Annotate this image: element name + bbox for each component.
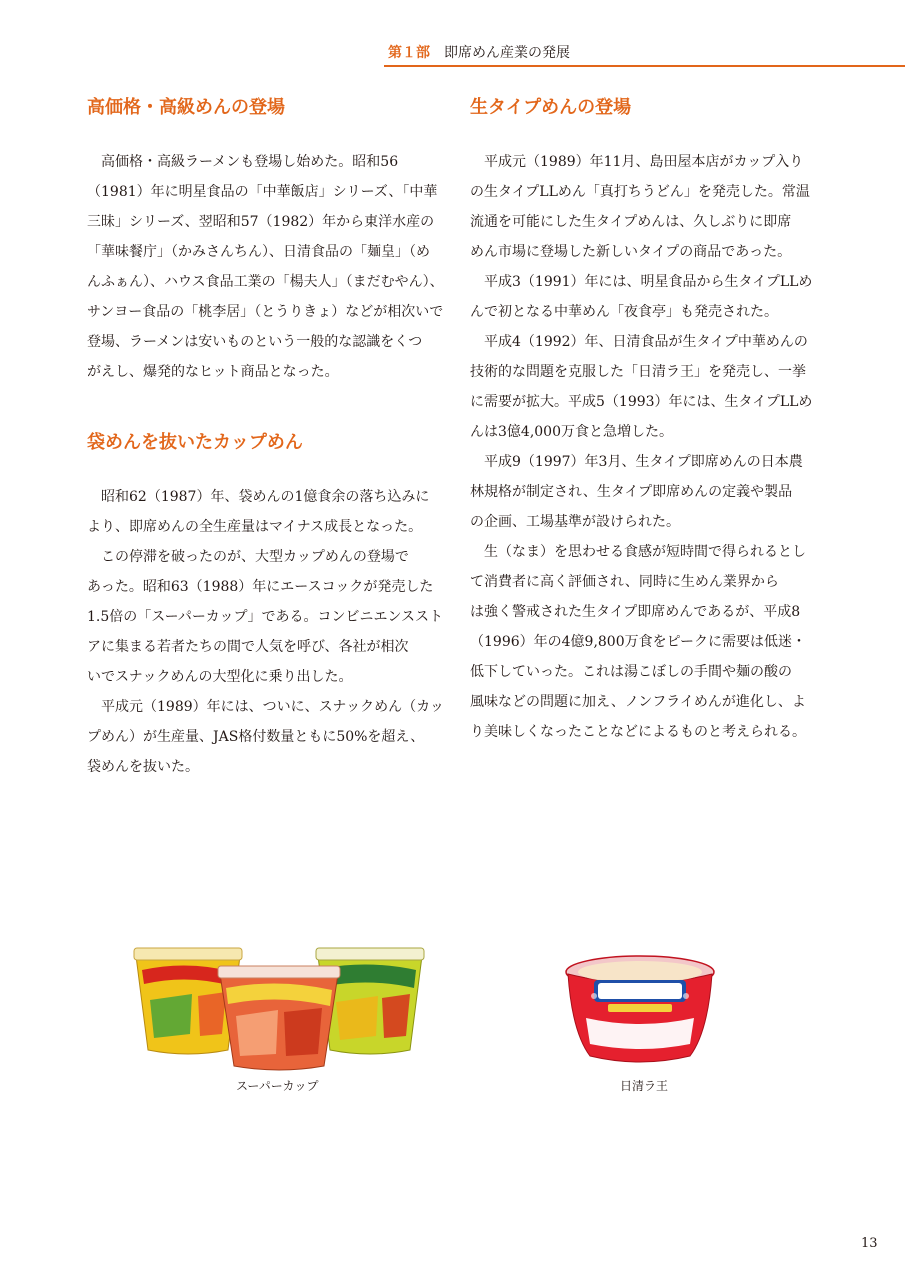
page-number: 13 <box>861 1236 878 1251</box>
text-line: 袋めんを抜いた。 <box>87 759 199 775</box>
paragraph-fresh-decline <box>470 537 822 747</box>
chapter-title: 即席めん産業の発展 <box>444 45 570 61</box>
text-line: 高価格・高級ラーメンも登場し始めた。昭和56 <box>87 154 399 170</box>
text-line: 平成3（1991）年には、明星食品から生タイプLLめ <box>470 274 813 290</box>
text-line: 三昧」シリーズ、翌昭和57（1982）年から東洋水産の <box>87 214 435 230</box>
text-line: 1.5倍の「スーパーカップ」である。コンビニエンススト <box>87 609 444 625</box>
paragraph-1991-yashokutei <box>470 267 822 327</box>
text-line: は強く警戒された生タイプ即席めんであるが、平成8 <box>470 604 801 620</box>
paragraph-supercup-launch <box>87 542 444 692</box>
text-line: より、即席めんの全生産量はマイナス成長となった。 <box>87 519 423 535</box>
section-heading-cup-overtakes-bag: 袋めんを抜いたカップめん <box>87 432 303 453</box>
text-line: んは3億4,000万食と急増した。 <box>470 424 673 440</box>
text-line: 「華味餐庁」（かみさんちん）、日清食品の「麺皇」（め <box>87 244 430 260</box>
text-line: の生タイプLLめん「真打ちうどん」を発売した。常温 <box>470 184 810 200</box>
rao-photo <box>564 952 716 1067</box>
text-line: に需要が拡大。平成5（1993）年には、生タイプLLめ <box>470 394 813 410</box>
section-heading-fresh-type-noodles: 生タイプめんの登場 <box>470 97 632 118</box>
text-line: サンヨー食品の「桃李居」（とうりきょ）などが相次いで <box>87 304 444 320</box>
text-line: 林規格が制定され、生タイプ即席めんの定義や製品 <box>470 484 793 500</box>
text-line: 平成9（1997）年3月、生タイプ即席めんの日本農 <box>470 454 803 470</box>
text-line: 昭和62（1987）年、袋めんの1億食余の落ち込みに <box>87 489 430 505</box>
chapter-part-label: 第１部 <box>388 45 430 61</box>
text-line: り美味しくなったことなどによるものと考えられる。 <box>470 724 806 740</box>
text-line: 平成元（1989）年には、ついに、スナックめん（カッ <box>87 699 444 715</box>
text-line: 技術的な問題を克服した「日清ラ王」を発売し、一挙 <box>470 364 806 380</box>
text-line: いでスナックめんの大型化に乗り出した。 <box>87 669 353 685</box>
supercup-caption: スーパーカップ <box>236 1079 319 1093</box>
text-line: んで初となる中華めん「夜食亭」も発売された。 <box>470 304 778 320</box>
text-line: あった。昭和63（1988）年にエースコックが発売した <box>87 579 434 595</box>
paragraph-1997-jas <box>470 447 822 537</box>
paragraph-1989-fresh-udon <box>470 147 822 267</box>
paragraph-1987-decline <box>87 482 439 542</box>
paragraph-1989-overtake <box>87 692 444 782</box>
chapter-header <box>0 38 905 66</box>
section-heading-premium-noodles: 高価格・高級めんの登場 <box>87 97 285 118</box>
text-line: この停滞を破ったのが、大型カップめんの登場で <box>87 549 409 565</box>
text-line: めん市場に登場した新しいタイプの商品であった。 <box>470 244 792 260</box>
text-line: （1981）年に明星食品の「中華飯店」シリーズ、「中華 <box>87 184 438 200</box>
chapter-header-text <box>388 42 570 62</box>
text-line: の企画、工場基準が設けられた。 <box>470 514 680 530</box>
text-line: んふぁん）、ハウス食品工業の「楊夫人」（まだむやん）、 <box>87 274 444 290</box>
rao-illustration <box>564 952 716 1067</box>
text-line: 平成元（1989）年11月、島田屋本店がカップ入り <box>470 154 804 170</box>
text-line: 生（なま）を思わせる食感が短時間で得られるとし <box>470 544 806 560</box>
text-line: アに集まる若者たちの間で人気を呼び、各社が相次 <box>87 639 409 655</box>
paragraph-1992-rao <box>470 327 822 447</box>
text-line: プめん）が生産量、JAS格付数量ともに50%を超え、 <box>87 729 425 745</box>
text-line: 風味などの問題に加え、ノンフライめんが進化し、よ <box>470 694 806 710</box>
supercup-shoyu-cup <box>218 966 340 1070</box>
supercup-photo <box>128 938 428 1073</box>
text-line: （1996）年の4億9,800万食をピークに需要は低迷・ <box>470 634 807 650</box>
header-rule <box>384 65 905 67</box>
text-line: 流通を可能にした生タイプめんは、久しぶりに即席 <box>470 214 792 230</box>
text-line: 低下していった。これは湯こぼしの手間や麺の酸の <box>470 664 792 680</box>
text-line: て消費者に高く評価され、同時に生めん業界から <box>470 574 779 590</box>
text-line: 平成4（1992）年、日清食品が生タイプ中華めんの <box>470 334 808 350</box>
text-line: 登場、ラーメンは安いものという一般的な認識をくつ <box>87 334 423 350</box>
paragraph-premium-noodles <box>87 147 444 387</box>
text-line: がえし、爆発的なヒット商品となった。 <box>87 364 339 380</box>
supercup-illustration <box>128 938 428 1073</box>
rao-caption: 日清ラ王 <box>620 1079 669 1093</box>
